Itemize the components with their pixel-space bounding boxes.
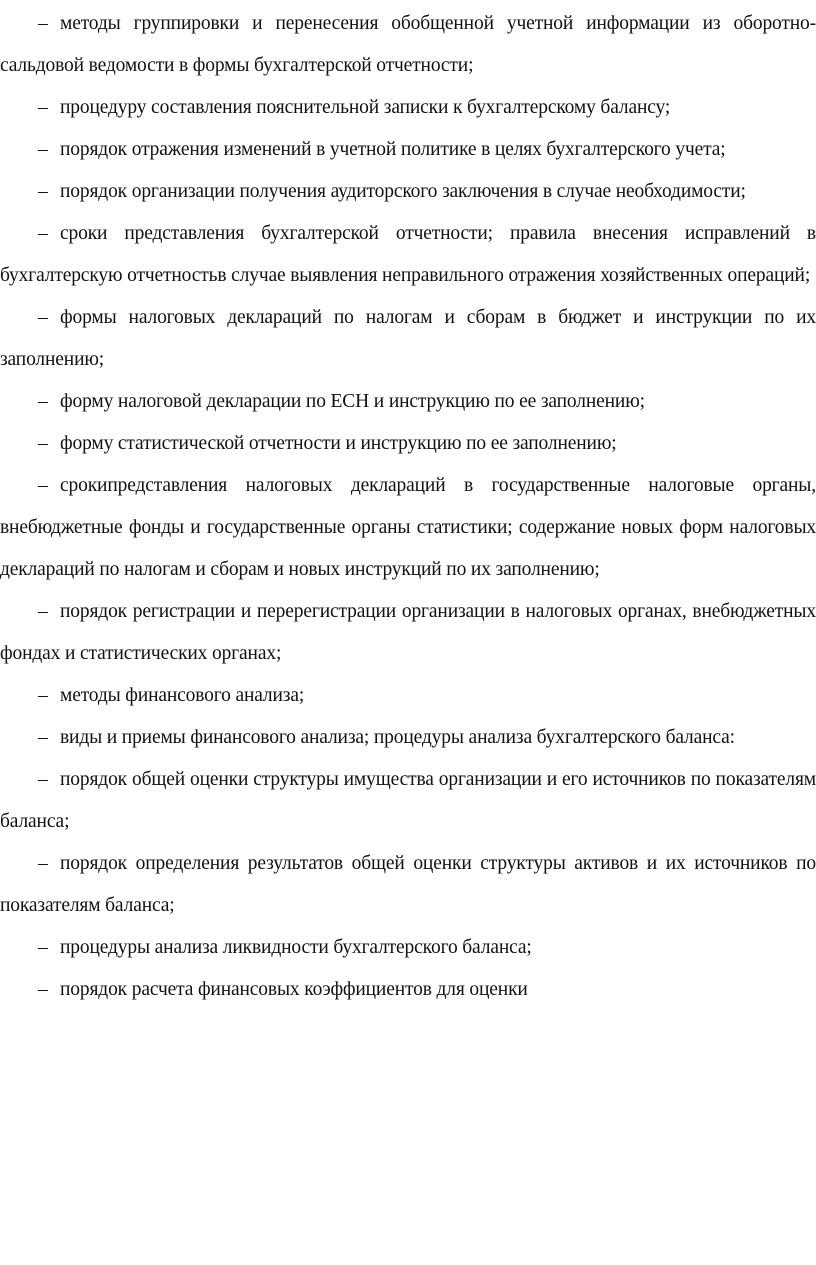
list-dash: –	[38, 979, 48, 1000]
list-item	[0, 717, 816, 759]
list-item	[0, 465, 816, 591]
list-dash: –	[38, 433, 48, 454]
list-dash: –	[38, 223, 48, 244]
list-item	[0, 129, 816, 171]
list-dash: –	[38, 475, 48, 496]
list-item-text: формы налоговых деклараций по налогам и сборам в бюджет и инструкции по их заполнению;	[0, 307, 816, 370]
list-item-text: порядок расчета финансовых коэффициентов для оценки	[60, 979, 528, 1000]
list-item-text: порядок определения результатов общей оценки структуры активов и их источников по показателям баланса;	[0, 853, 816, 916]
list-dash: –	[38, 769, 48, 790]
list-item-text: порядок отражения изменений в учетной политике в целях бухгалтерского учета;	[60, 139, 726, 160]
list-item-text: срокипредставления налоговых деклараций в государственные налоговые органы, внебюджетные фонды и государственные органы статистики; содержание новых форм налоговых деклараций по налогам и сборам и новых инструкций по их заполнению;	[0, 475, 816, 580]
list-dash: –	[38, 391, 48, 412]
list-dash: –	[38, 139, 48, 160]
list-item-text: процедуры анализа ликвидности бухгалтерского баланса;	[60, 937, 532, 958]
list-item	[0, 213, 816, 297]
list-item-text: порядок общей оценки структуры имущества организации и его источников по показателям баланса;	[0, 769, 816, 832]
list-item	[0, 297, 816, 381]
list-item	[0, 423, 816, 465]
list-item	[0, 171, 816, 213]
list-dash: –	[38, 601, 48, 622]
list-dash: –	[38, 853, 48, 874]
list-item	[0, 927, 816, 969]
list-item-text: виды и приемы финансового анализа; процедуры анализа бухгалтерского баланса:	[60, 727, 735, 748]
list-item-text: форму налоговой декларации по ЕСН и инструкцию по ее заполнению;	[60, 391, 645, 412]
list-item	[0, 591, 816, 675]
list-item-text: форму статистической отчетности и инструкцию по ее заполнению;	[60, 433, 617, 454]
list-item-text: методы группировки и перенесения обобщенной учетной информации из оборотно-сальдовой ведомости в формы бухгалтерской отчетности;	[0, 13, 816, 76]
list-item-text: порядок организации получения аудиторского заключения в случае необходимости;	[60, 181, 746, 202]
list-dash: –	[38, 181, 48, 202]
list-item	[0, 675, 816, 717]
list-dash: –	[38, 307, 48, 328]
list-dash: –	[38, 13, 48, 34]
list-item	[0, 87, 816, 129]
list-dash: –	[38, 97, 48, 118]
list-item-text: сроки представления бухгалтерской отчетности; правила внесения исправлений в бухгалтерскую отчетностьв случае выявления неправильного отражения хозяйственных операций;	[0, 223, 816, 286]
list-item	[0, 759, 816, 843]
list-item	[0, 843, 816, 927]
list-dash: –	[38, 937, 48, 958]
list-dash: –	[38, 685, 48, 706]
list-item	[0, 969, 816, 1011]
list-dash: –	[38, 727, 48, 748]
list-item-text: методы финансового анализа;	[60, 685, 305, 706]
list-item-text: процедуру составления пояснительной записки к бухгалтерскому балансу;	[60, 97, 671, 118]
list-item	[0, 381, 816, 423]
list-item	[0, 3, 816, 87]
list-item-text: порядок регистрации и перерегистрации организации в налоговых органах, внебюджетных фондах и статистических органах;	[0, 601, 816, 664]
